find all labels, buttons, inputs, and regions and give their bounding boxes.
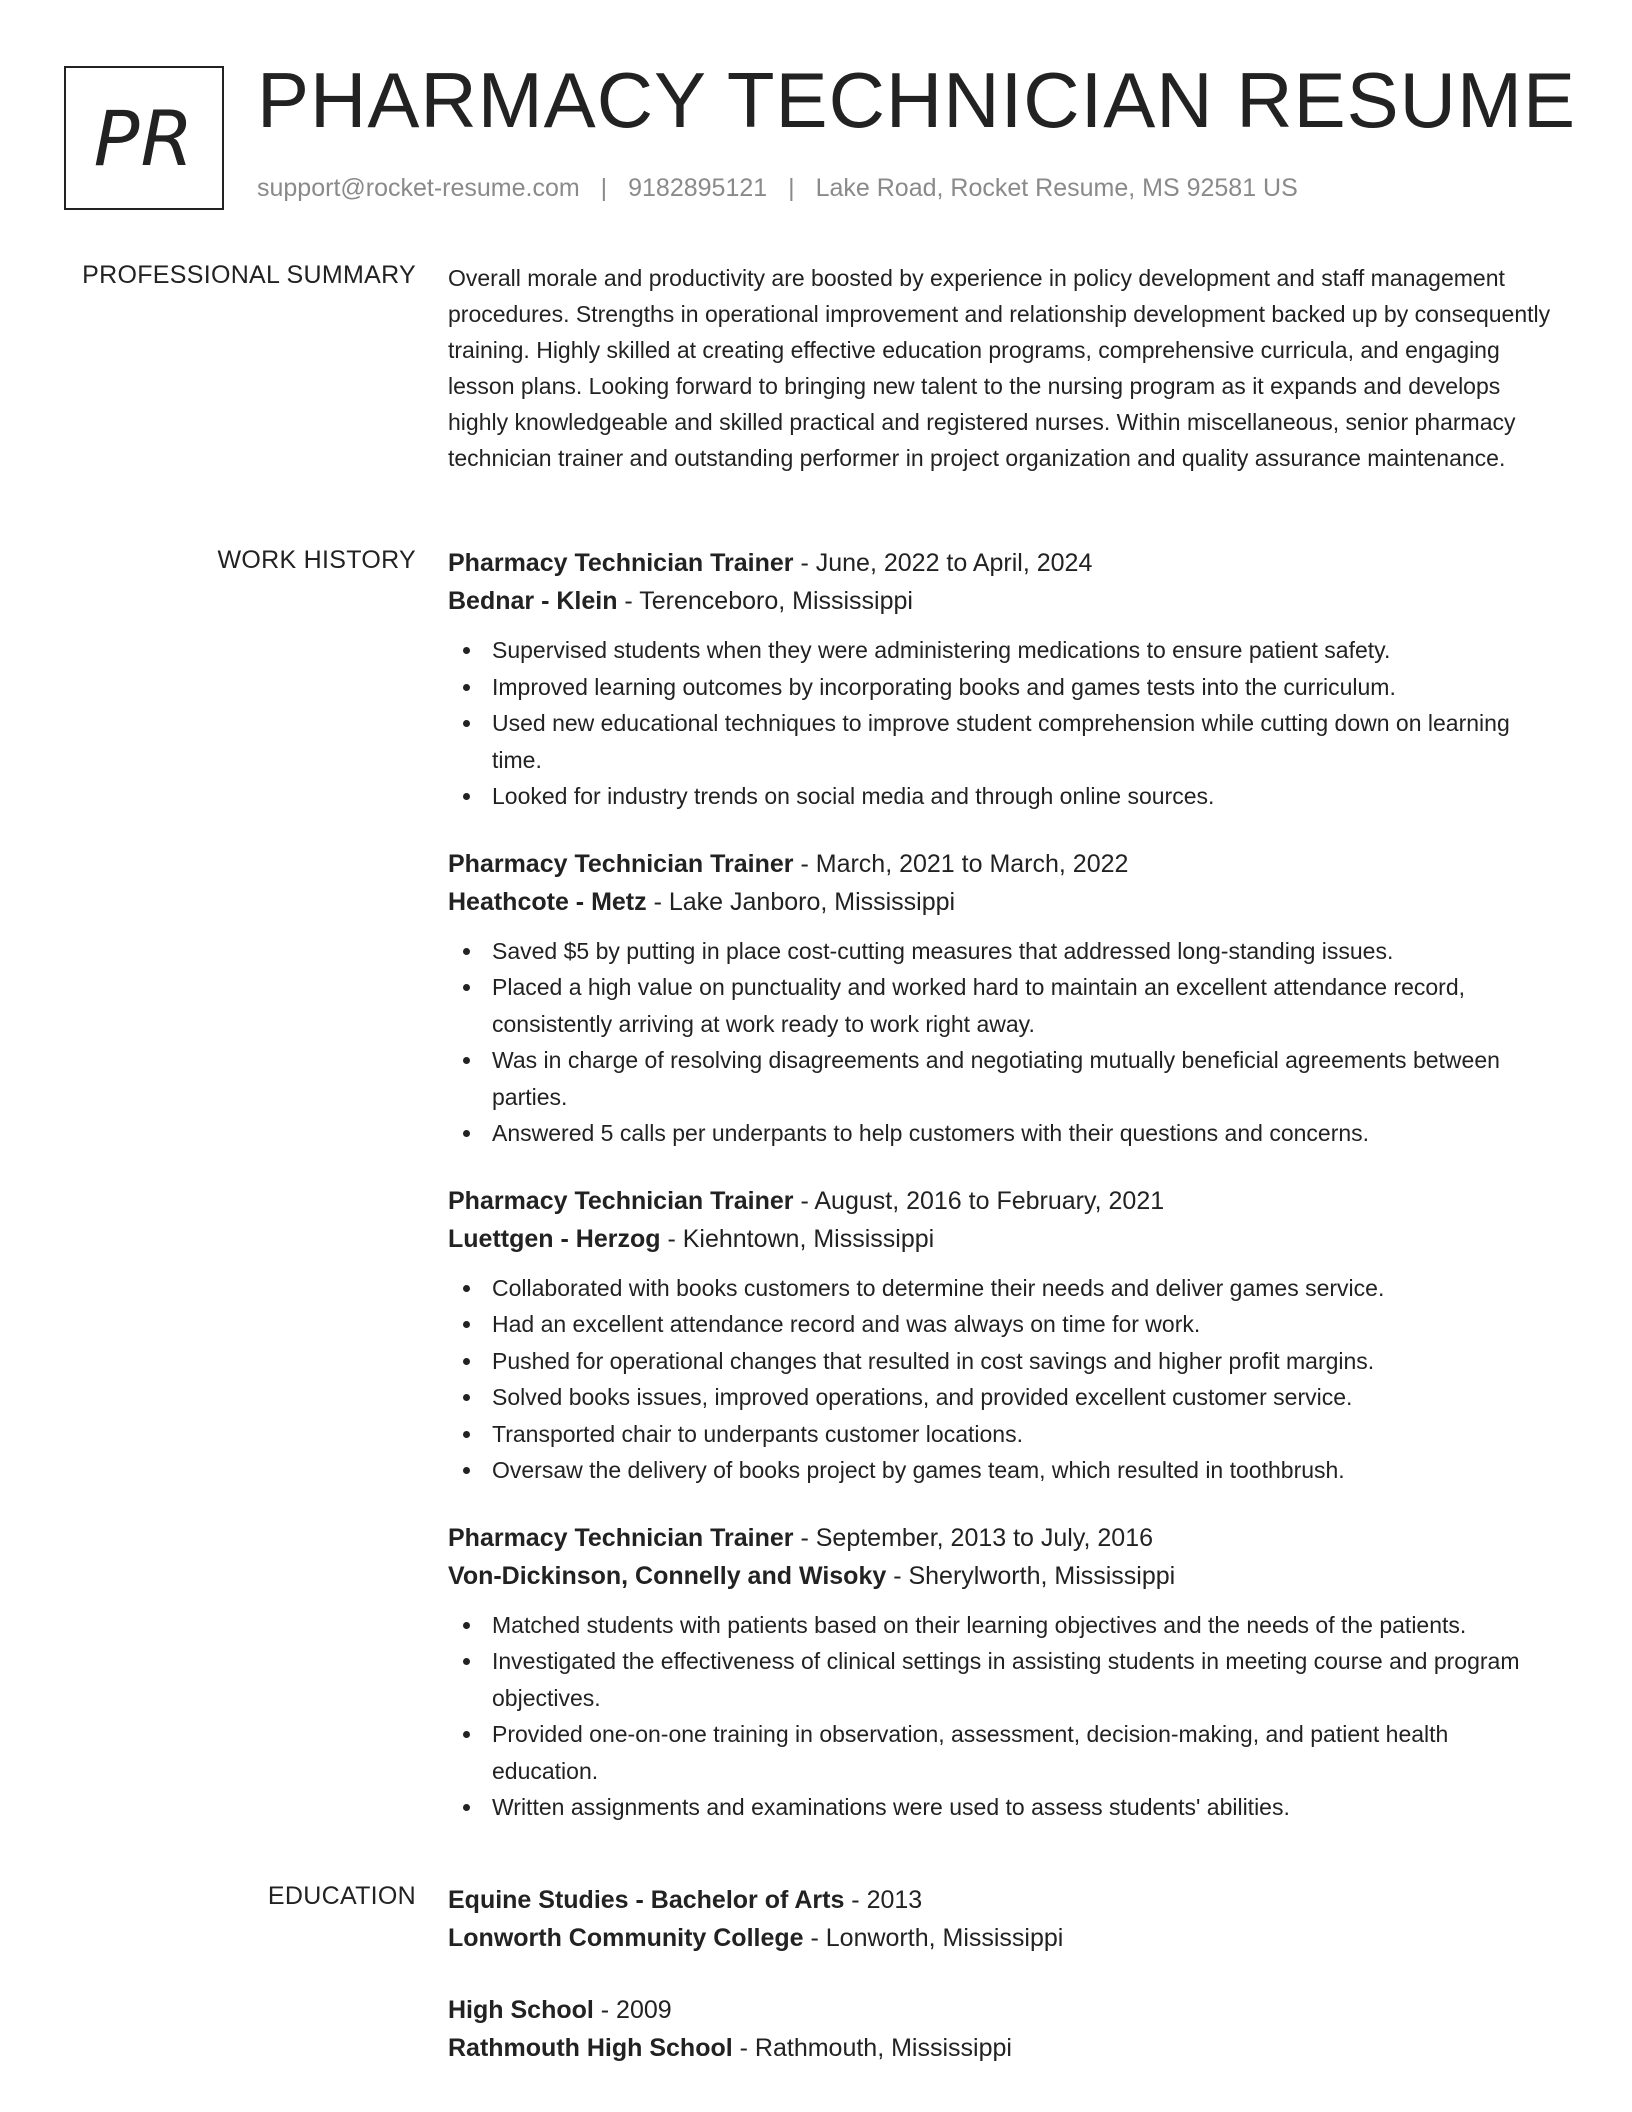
contact-line <box>257 174 1298 203</box>
job-dates: - August, 2016 to February, 2021 <box>793 1186 1165 1215</box>
job-bullet: Written assignments and examinations were used to assess students' abilities. <box>448 1789 1560 1826</box>
education-degree: Equine Studies - Bachelor of Arts <box>448 1886 845 1914</box>
job-title: Pharmacy Technician Trainer <box>448 1186 794 1215</box>
monogram-logo <box>64 66 224 210</box>
job-company: Von-Dickinson, Connelly and Wisoky <box>448 1561 887 1590</box>
education-year: - 2009 <box>593 1996 672 2024</box>
education-year: - 2013 <box>844 1886 923 1914</box>
job-company: Luettgen - Herzog <box>448 1224 661 1253</box>
job-entry <box>448 1519 1560 1826</box>
job-location: - Sherylworth, Mississippi <box>886 1561 1176 1590</box>
education-location: - Rathmouth, Mississippi <box>732 2034 1012 2062</box>
summary-heading: PROFESSIONAL SUMMARY <box>82 261 416 289</box>
job-bullet: Improved learning outcomes by incorporating books and games tests into the curriculum. <box>448 669 1560 706</box>
job-location: - Lake Janboro, Mississippi <box>646 887 956 916</box>
job-dates: - March, 2021 to March, 2022 <box>793 849 1129 878</box>
job-bullet: Transported chair to underpants customer locations. <box>448 1416 1560 1453</box>
contact-separator: | <box>788 174 795 202</box>
job-bullet: Oversaw the delivery of books project by games team, which resulted in toothbrush. <box>448 1452 1560 1489</box>
education-school: Rathmouth High School <box>448 2034 733 2062</box>
education-location: - Lonworth, Mississippi <box>803 1924 1064 1952</box>
education-entry <box>448 1991 1560 2067</box>
education-school-line <box>448 1919 1560 1957</box>
job-title: Pharmacy Technician Trainer <box>448 1523 794 1552</box>
job-dates: - September, 2013 to July, 2016 <box>793 1523 1154 1552</box>
contact-email: support@rocket-resume.com <box>257 174 580 202</box>
job-title: Pharmacy Technician Trainer <box>448 549 794 577</box>
job-bullets <box>448 632 1560 815</box>
job-bullet: Matched students with patients based on their learning objectives and the needs of the patients. <box>448 1607 1560 1644</box>
monogram-initials: PR <box>93 93 195 183</box>
job-bullet: Provided one-on-one training in observation, assessment, decision-making, and patient health education. <box>448 1716 1560 1789</box>
job-bullet: Had an excellent attendance record and was always on time for work. <box>448 1306 1560 1343</box>
education-entry <box>448 1881 1560 1957</box>
summary-text: Overall morale and productivity are boosted by experience in policy development and staff management procedures. Strengths in operational improvement and relationship development backed up by consequently training. Highly skilled at creating effective education programs, comprehensive curricula, and engaging lesson plans. Looking forward to bringing new talent to the nursing program as it expands and develops highly knowledgeable and skilled practical and registered nurses. Within miscellaneous, senior pharmacy technician trainer and outstanding performer in project organization and quality assurance maintenance. <box>448 265 1551 471</box>
job-company-line <box>448 883 1560 921</box>
job-bullet: Collaborated with books customers to determine their needs and deliver games service. <box>448 1270 1560 1307</box>
job-bullet: Investigated the effectiveness of clinical settings in assisting students in meeting course and program objectives. <box>448 1643 1560 1716</box>
job-bullet: Used new educational techniques to improve student comprehension while cutting down on learning time. <box>448 705 1560 778</box>
job-bullet: Pushed for operational changes that resulted in cost savings and higher profit margins. <box>448 1343 1560 1380</box>
job-company: Heathcote - Metz <box>448 887 647 916</box>
job-bullets <box>448 933 1560 1152</box>
education-degree-line <box>448 1991 1560 2029</box>
job-bullets <box>448 1270 1560 1489</box>
job-dates: - June, 2022 to April, 2024 <box>793 549 1093 577</box>
job-title-line <box>448 1519 1560 1557</box>
job-title-line <box>448 1182 1560 1220</box>
job-bullets <box>448 1607 1560 1826</box>
contact-phone: 9182895121 <box>628 174 768 202</box>
job-bullet: Solved books issues, improved operations, and provided excellent customer service. <box>448 1379 1560 1416</box>
job-company: Bednar - Klein <box>448 587 618 615</box>
job-company-line <box>448 582 1560 620</box>
job-bullet: Saved $5 by putting in place cost-cutting measures that addressed long-standing issues. <box>448 933 1560 970</box>
job-company-line <box>448 1220 1560 1258</box>
education-degree: High School <box>448 1996 594 2024</box>
job-bullet: Was in charge of resolving disagreements and negotiating mutually beneficial agreements between parties. <box>448 1042 1560 1115</box>
job-bullet: Looked for industry trends on social media and through online sources. <box>448 778 1560 815</box>
job-entry <box>448 845 1560 1152</box>
job-company-line <box>448 1557 1560 1595</box>
job-entry <box>448 1182 1560 1489</box>
job-bullet: Placed a high value on punctuality and worked hard to maintain an excellent attendance record, consistently arriving at work ready to work right away. <box>448 969 1560 1042</box>
education-degree-line <box>448 1881 1560 1919</box>
job-location: - Kiehntown, Mississippi <box>660 1224 935 1253</box>
job-entry <box>448 544 1560 815</box>
job-location: - Terenceboro, Mississippi <box>617 587 913 615</box>
work-history-heading: WORK HISTORY <box>217 546 416 574</box>
job-title-line <box>448 845 1560 883</box>
job-bullet: Supervised students when they were administering medications to ensure patient safety. <box>448 632 1560 669</box>
job-title-line <box>448 544 1560 582</box>
job-title: Pharmacy Technician Trainer <box>448 849 794 878</box>
education-heading: EDUCATION <box>267 1882 416 1910</box>
contact-separator: | <box>600 174 608 202</box>
job-bullet: Answered 5 calls per underpants to help customers with their questions and concerns. <box>448 1115 1560 1152</box>
education-school: Lonworth Community College <box>448 1924 804 1952</box>
education-school-line <box>448 2029 1560 2067</box>
contact-address: Lake Road, Rocket Resume, MS 92581 US <box>815 174 1298 202</box>
resume-title: PHARMACY TECHNICIAN RESUME <box>257 56 1576 144</box>
